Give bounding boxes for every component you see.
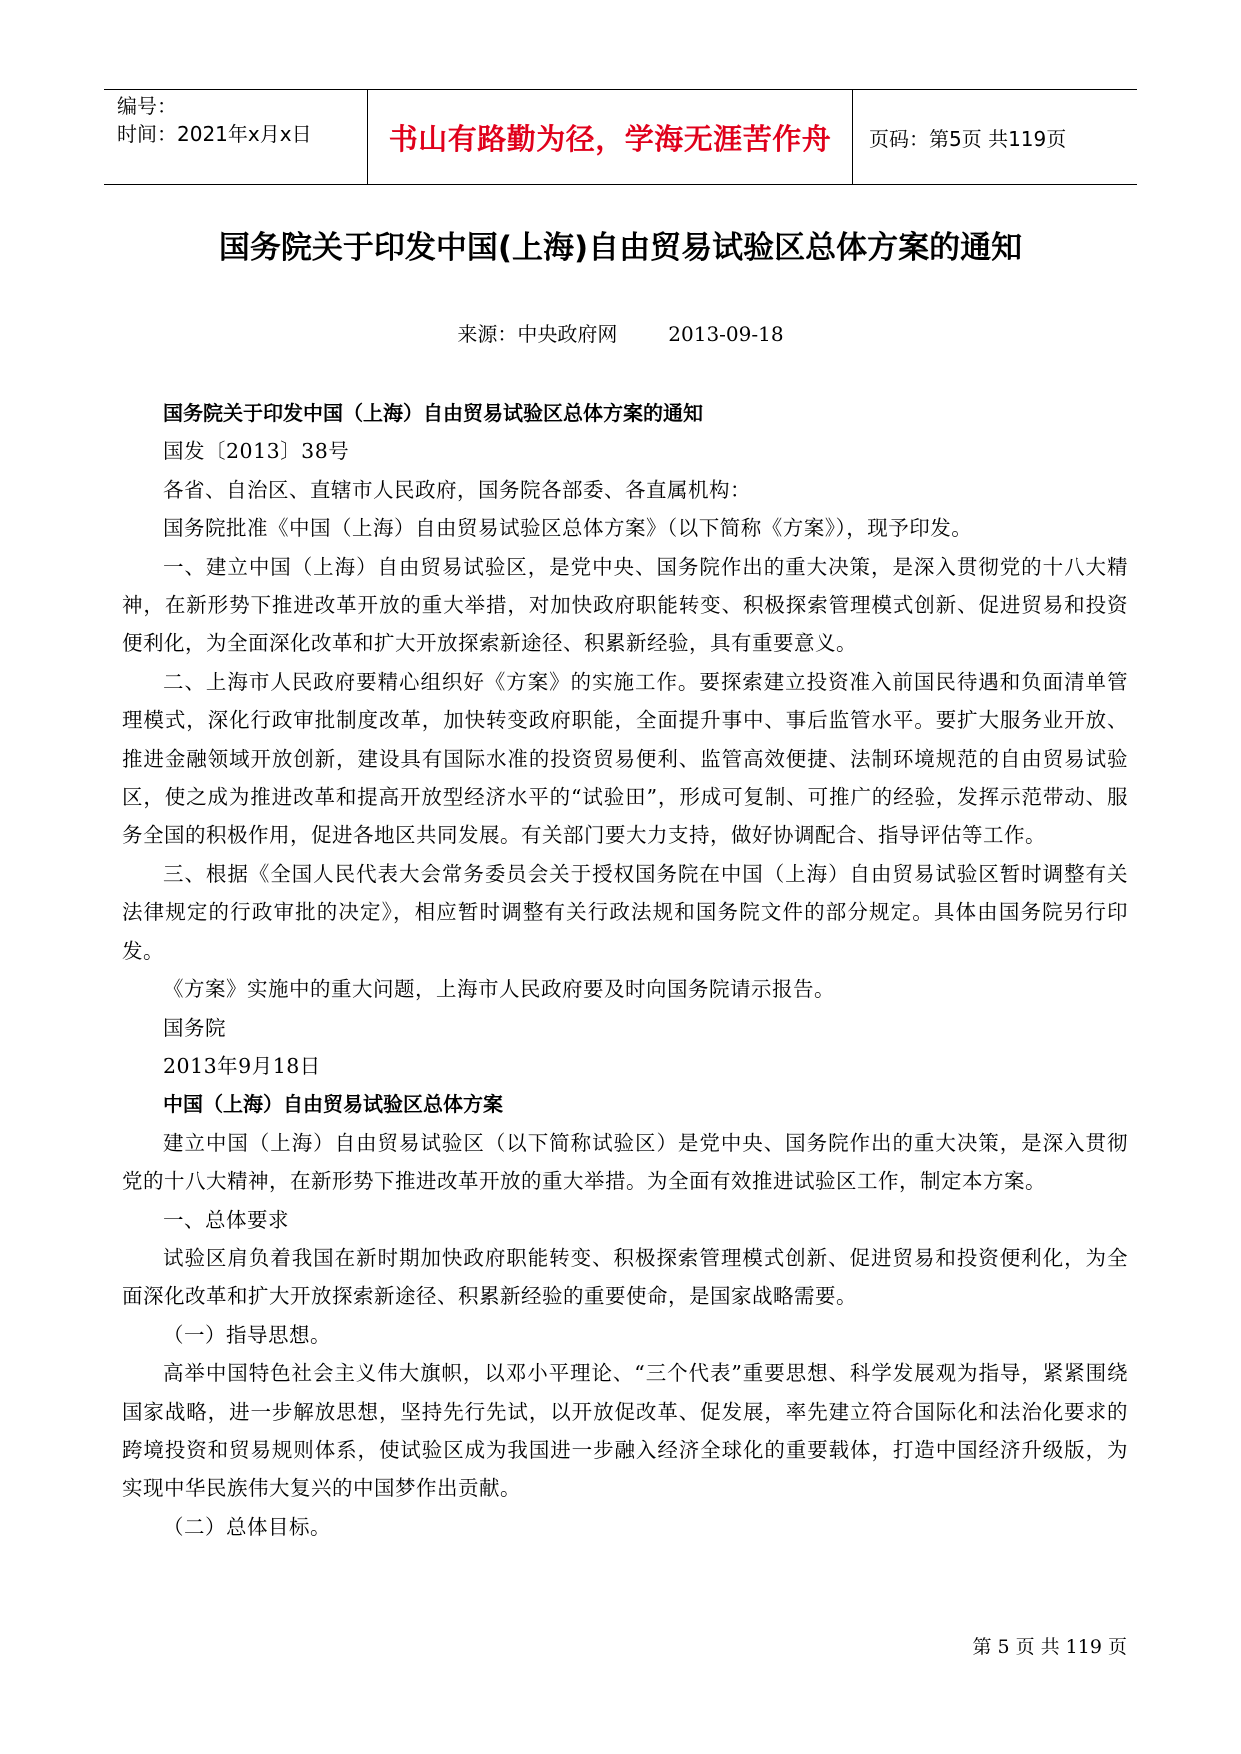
paragraph: 试验区肩负着我国在新时期加快政府职能转变、积极探索管理模式创新、促进贸易和投资便利化，为全面深化改革和扩大开放探索新途径、积累新经验的重要使命，是国家战略需要。	[122, 1245, 1128, 1309]
document-body	[122, 394, 1128, 1546]
paragraph: 三、根据《全国人民代表大会常务委员会关于授权国务院在中国（上海）自由贸易试验区暂时调整有关法律规定的行政审批的决定》，相应暂时调整有关行政法规和国务院文件的部分规定。具体由国务院另行印发。	[122, 861, 1128, 963]
section-heading: 一、总体要求	[163, 1207, 289, 1232]
paragraph: 建立中国（上海）自由贸易试验区（以下简称试验区）是党中央、国务院作出的重大决策，是深入贯彻党的十八大精神，在新形势下推进改革开放的重大举措。为全面有效推进试验区工作，制定本方案。	[122, 1130, 1128, 1194]
header-left-cell	[104, 90, 368, 184]
subsection-heading: （二）总体目标。	[163, 1514, 331, 1539]
header-motto-cell	[368, 90, 853, 184]
document-title: 国务院关于印发中国(上海)自由贸易试验区总体方案的通知	[218, 230, 1023, 266]
signature-date: 2013年9月18日	[163, 1053, 321, 1078]
number-label: 编号：	[117, 94, 177, 118]
source-line: 来源：中央政府网 2013-09-18	[457, 322, 784, 346]
signature: 国务院	[163, 1015, 226, 1040]
header-page-cell	[853, 90, 1137, 184]
paragraph: 二、上海市人民政府要精心组织好《方案》的实施工作。要探索建立投资准入前国民待遇和负面清单管理模式，深化行政审批制度改革，加快转变政府职能，全面提升事中、事后监管水平。要扩大服务业开放、推进金融领域开放创新，建设具有国际水准的投资贸易便利、监管高效便捷、法制环境规范的自由贸易试验区，使之成为推进改革和提高开放型经济水平的“试验田”，形成可复制、可推广的经验，发挥示范带动、服务全国的积极作用，促进各地区共同发展。有关部门要大力支持，做好协调配合、指导评估等工作。	[122, 669, 1128, 848]
paragraph: 一、建立中国（上海）自由贸易试验区，是党中央、国务院作出的重大决策，是深入贯彻党的十八大精神，在新形势下推进改革开放的重大举措，对加快政府职能转变、积极探索管理模式创新、促进贸易和投资便利化，为全面深化改革和扩大开放探索新途径、积累新经验，具有重要意义。	[122, 554, 1128, 656]
paragraph: 《方案》实施中的重大问题，上海市人民政府要及时向国务院请示报告。	[163, 977, 835, 1002]
motto: 书山有路勤为径，学海无涯苦作舟	[388, 121, 832, 156]
footer-page-number: 第 5 页 共 119 页	[972, 1636, 1127, 1658]
page-info: 页码：第5页 共119页	[869, 126, 1067, 151]
subsection-heading: （一）指导思想。	[163, 1322, 331, 1347]
paragraph: 国务院批准《中国（上海）自由贸易试验区总体方案》（以下简称《方案》），现予印发。	[163, 516, 973, 541]
notice-heading: 国务院关于印发中国（上海）自由贸易试验区总体方案的通知	[163, 401, 703, 425]
document-number: 国发〔2013〕38号	[163, 439, 350, 464]
plan-heading: 中国（上海）自由贸易试验区总体方案	[163, 1092, 503, 1117]
addressee: 各省、自治区、直辖市人民政府，国务院各部委、各直属机构：	[163, 477, 751, 502]
time-label: 时间：2021年x月x日	[117, 122, 312, 146]
header-table	[104, 89, 1137, 185]
paragraph: 高举中国特色社会主义伟大旗帜，以邓小平理论、“三个代表”重要思想、科学发展观为指导，紧紧围绕国家战略，进一步解放思想，坚持先行先试，以开放促改革、促发展，率先建立符合国际化和法治化要求的跨境投资和贸易规则体系，使试验区成为我国进一步融入经济全球化的重要载体，打造中国经济升级版，为实现中华民族伟大复兴的中国梦作出贡献。	[122, 1361, 1128, 1501]
